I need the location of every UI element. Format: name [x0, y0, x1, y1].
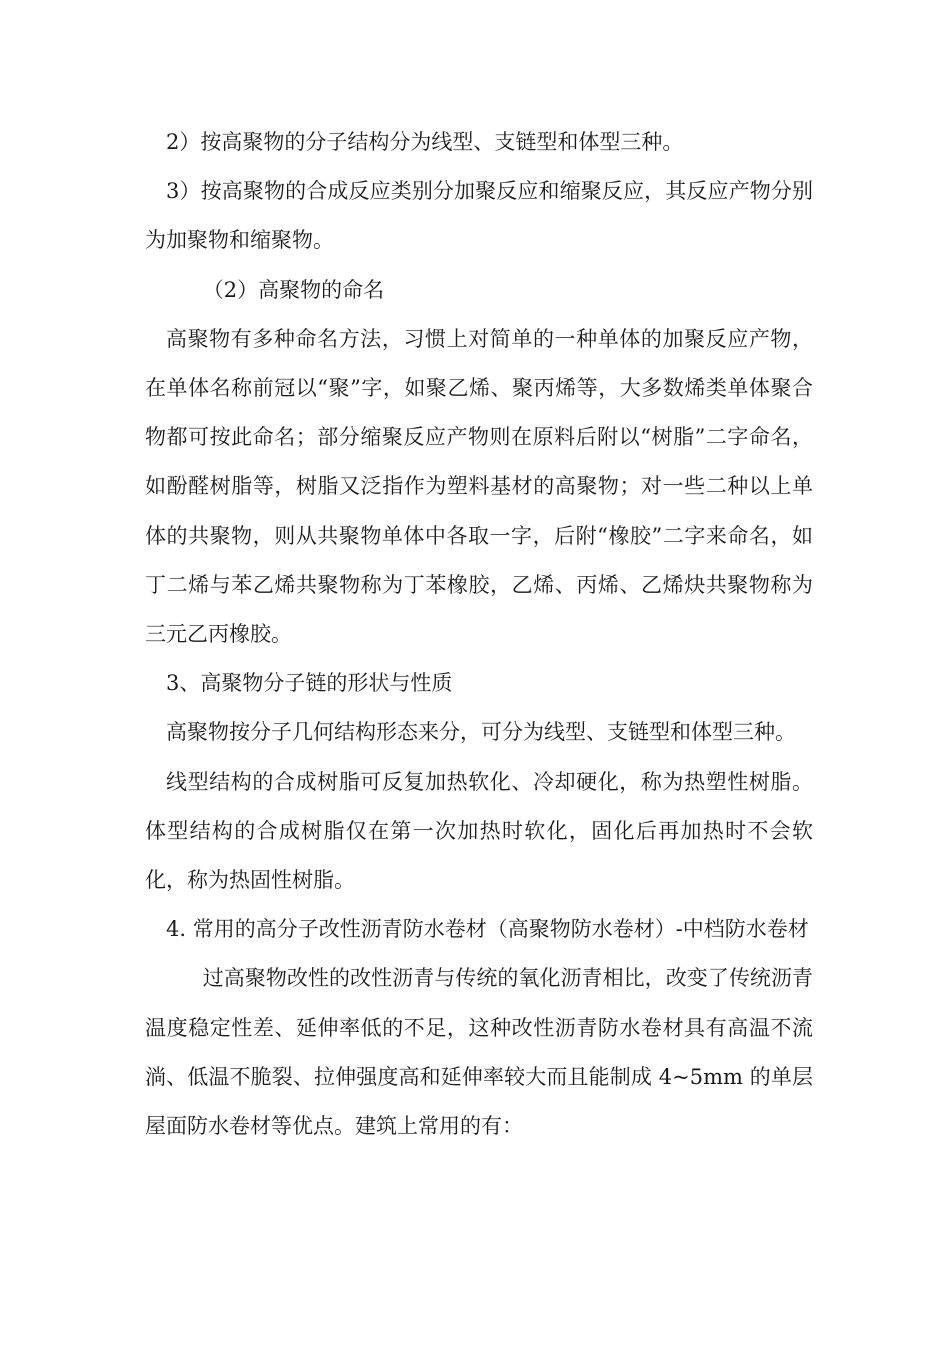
section-heading-modified-asphalt: 4. 常用的高分子改性沥青防水卷材（高聚物防水卷材）-中档防水卷材 [166, 917, 809, 942]
paragraph-reaction-type: 3）按高聚物的合成反应类别分加聚反应和缩聚反应，其反应产物分别为加聚物和缩聚物。 [145, 179, 813, 253]
document-body [145, 118, 813, 1151]
paragraph-thermoplastic-thermoset: 线型结构的合成树脂可反复加热软化、冷却硬化，称为热塑性树脂。体型结构的合成树脂仅在第一次加热时软化，固化后再加热时不会软化，称为热固性树脂。 [145, 769, 813, 893]
paragraph-molecular-structure: 2）按高聚物的分子结构分为线型、支链型和体型三种。 [166, 130, 684, 154]
paragraph-geometric-structure: 高聚物按分子几何结构形态来分，可分为线型、支链型和体型三种。 [166, 720, 796, 745]
section-heading-naming: （2）高聚物的命名 [202, 277, 385, 302]
section-heading-chain-shape: 3、高聚物分子链的形状与性质 [166, 671, 453, 696]
paragraph-naming-methods: 高聚物有多种命名方法，习惯上对简单的一种单体的加聚反应产物，在单体名称前冠以“聚”字，如聚乙烯、聚丙烯等，大多数烯类单体聚合物都可按此命名；部分缩聚反应产物则在原料后附以“树脂”二字命名，如酚醛树脂等，树脂又泛指作为塑料基材的高聚物；对一些二种以上单体的共聚物，则从共聚物单体中各取一字，后附“橡胶”二字来命名，如丁二烯与苯乙烯共聚物称为丁苯橡胶，乙烯、丙烯、乙烯炔共聚物称为三元乙丙橡胶。 [145, 326, 813, 647]
paragraph-modified-asphalt-advantages: 过高聚物改性的改性沥青与传统的氧化沥青相比，改变了传统沥青温度稳定性差、延伸率低的不足，这种改性沥青防水卷材具有高温不流淌、低温不脆裂、拉伸强度高和延伸率较大而且能制成 4~5mm 的单层屋面防水卷材等优点。建筑上常用的有： [145, 966, 813, 1139]
